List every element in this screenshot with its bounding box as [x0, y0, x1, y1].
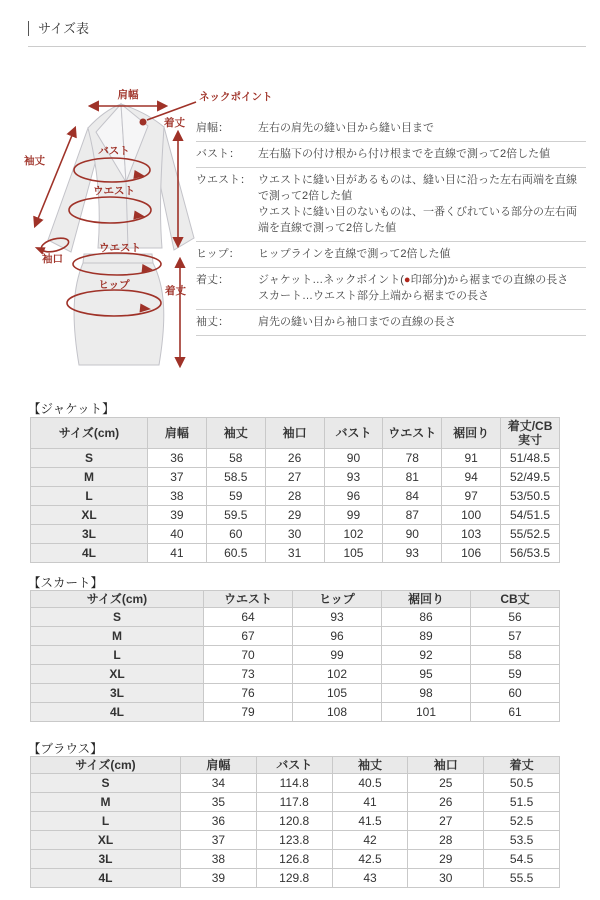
value-cell: 92: [382, 646, 471, 665]
skirt-length-label: 着丈: [165, 285, 186, 297]
value-cell: 56/53.5: [501, 544, 560, 563]
jacket-waist-label: ウエスト: [93, 185, 135, 197]
value-cell: 81: [383, 468, 442, 487]
value-cell: 120.8: [256, 812, 332, 831]
value-cell: 79: [204, 703, 293, 722]
value-cell: 40.5: [332, 774, 408, 793]
size-cell: L: [31, 812, 181, 831]
column-header: 袖口: [265, 418, 324, 449]
value-cell: 53.5: [484, 831, 560, 850]
value-cell: 29: [265, 506, 324, 525]
table-row: [31, 684, 560, 703]
skirt-size-table: [30, 590, 560, 722]
definition-row: [196, 268, 586, 310]
value-cell: 73: [204, 665, 293, 684]
value-cell: 30: [265, 525, 324, 544]
value-cell: 31: [265, 544, 324, 563]
column-header: 裾回り: [442, 418, 501, 449]
bust-label: バスト: [98, 145, 130, 157]
value-cell: 98: [382, 684, 471, 703]
size-cell: M: [31, 627, 204, 646]
value-cell: 87: [383, 506, 442, 525]
size-cell: M: [31, 468, 148, 487]
definition-text: 肩先の縫い目から袖口までの直線の長さ: [258, 316, 456, 328]
page-title: サイズ表: [28, 21, 89, 36]
value-cell: 36: [148, 449, 207, 468]
definition-row: [196, 142, 586, 168]
measurement-definitions-list: [196, 116, 586, 336]
size-cell: 4L: [31, 703, 204, 722]
size-cell: XL: [31, 831, 181, 850]
value-cell: 39: [181, 869, 257, 888]
table-row: [31, 831, 560, 850]
value-cell: 102: [324, 525, 383, 544]
value-cell: 129.8: [256, 869, 332, 888]
value-cell: 97: [442, 487, 501, 506]
value-cell: 99: [293, 646, 382, 665]
table-row: [31, 449, 560, 468]
shoulder-width-label: 肩幅: [117, 89, 139, 101]
value-cell: 41: [332, 793, 408, 812]
value-cell: 106: [442, 544, 501, 563]
value-cell: 93: [324, 468, 383, 487]
table-header-row: [31, 757, 560, 774]
value-cell: 60.5: [206, 544, 265, 563]
value-cell: 96: [324, 487, 383, 506]
value-cell: 51.5: [484, 793, 560, 812]
skirt-waist-label: ウエスト: [99, 242, 141, 254]
table-row: [31, 703, 560, 722]
definition-term: ヒップ：: [196, 248, 240, 260]
value-cell: 100: [442, 506, 501, 525]
table-row: [31, 774, 560, 793]
column-header: サイズ(cm): [31, 418, 148, 449]
value-cell: 58: [471, 646, 560, 665]
value-cell: 52/49.5: [501, 468, 560, 487]
value-cell: 60: [471, 684, 560, 703]
skirt-section-title: 【スカート】: [28, 576, 104, 590]
value-cell: 54/51.5: [501, 506, 560, 525]
value-cell: 123.8: [256, 831, 332, 850]
value-cell: 76: [204, 684, 293, 703]
definition-term: 肩幅：: [196, 122, 229, 134]
jacket-size-table: [30, 417, 560, 563]
value-cell: 64: [204, 608, 293, 627]
value-cell: 38: [148, 487, 207, 506]
table-row: [31, 468, 560, 487]
value-cell: 114.8: [256, 774, 332, 793]
value-cell: 43: [332, 869, 408, 888]
value-cell: 29: [408, 850, 484, 869]
column-header: 袖丈: [206, 418, 265, 449]
value-cell: 28: [408, 831, 484, 850]
column-header: ウエスト: [204, 591, 293, 608]
size-cell: 3L: [31, 850, 181, 869]
column-header: 肩幅: [181, 757, 257, 774]
table-row: [31, 850, 560, 869]
size-cell: L: [31, 646, 204, 665]
column-header: ウエスト: [383, 418, 442, 449]
blouse-size-table: [30, 756, 560, 888]
table-row: [31, 487, 560, 506]
value-cell: 102: [293, 665, 382, 684]
table-row: [31, 869, 560, 888]
size-cell: XL: [31, 506, 148, 525]
definition-row: [196, 116, 586, 142]
definition-term: バスト：: [196, 148, 240, 160]
definition-text: ウエストに縫い目があるものは、縫い目に沿った左右両端を直線で測って2倍した値 ウエストに縫い目のないものは、一番くびれている部分の左右両端を直線で測って2倍した値: [258, 174, 577, 234]
value-cell: 105: [324, 544, 383, 563]
definition-term: ウエスト：: [196, 174, 251, 186]
value-cell: 52.5: [484, 812, 560, 831]
value-cell: 55/52.5: [501, 525, 560, 544]
column-header: 肩幅: [148, 418, 207, 449]
value-cell: 90: [383, 525, 442, 544]
definition-text: 左右の肩先の縫い目から縫い目まで: [258, 122, 434, 134]
column-header: バスト: [324, 418, 383, 449]
value-cell: 60: [206, 525, 265, 544]
column-header: 着丈: [484, 757, 560, 774]
value-cell: 78: [383, 449, 442, 468]
value-cell: 25: [408, 774, 484, 793]
value-cell: 67: [204, 627, 293, 646]
column-header: CB丈: [471, 591, 560, 608]
neck-point-label: ネックポイント: [199, 91, 273, 103]
value-cell: 105: [293, 684, 382, 703]
column-header: サイズ(cm): [31, 757, 181, 774]
definition-text: 左右脇下の付け根から付け根までを直線で測って2倍した値: [258, 148, 551, 160]
header-divider: [28, 46, 586, 47]
value-cell: 84: [383, 487, 442, 506]
table-row: [31, 544, 560, 563]
column-header: ヒップ: [293, 591, 382, 608]
value-cell: 26: [265, 449, 324, 468]
value-cell: 94: [442, 468, 501, 487]
definition-row: [196, 310, 586, 336]
value-cell: 28: [265, 487, 324, 506]
value-cell: 103: [442, 525, 501, 544]
size-cell: L: [31, 487, 148, 506]
column-header: 着丈/CB実寸: [501, 418, 560, 449]
value-cell: 51/48.5: [501, 449, 560, 468]
value-cell: 34: [181, 774, 257, 793]
definition-row: [196, 242, 586, 268]
value-cell: 96: [293, 627, 382, 646]
column-header: バスト: [256, 757, 332, 774]
definition-row: [196, 168, 586, 242]
size-cell: S: [31, 449, 148, 468]
column-header: 袖丈: [332, 757, 408, 774]
value-cell: 30: [408, 869, 484, 888]
value-cell: 108: [293, 703, 382, 722]
garment-illustration: [48, 104, 194, 365]
value-cell: 37: [181, 831, 257, 850]
value-cell: 56: [471, 608, 560, 627]
value-cell: 61: [471, 703, 560, 722]
size-cell: 3L: [31, 684, 204, 703]
hip-label: ヒップ: [98, 279, 130, 291]
value-cell: 27: [408, 812, 484, 831]
size-cell: 3L: [31, 525, 148, 544]
table-row: [31, 793, 560, 812]
table-row: [31, 665, 560, 684]
table-row: [31, 525, 560, 544]
value-cell: 126.8: [256, 850, 332, 869]
blouse-section-title: 【ブラウス】: [28, 742, 103, 756]
neck-point-dot-glyph: ●: [403, 274, 411, 286]
value-cell: 38: [181, 850, 257, 869]
table-row: [31, 646, 560, 665]
value-cell: 36: [181, 812, 257, 831]
table-row: [31, 506, 560, 525]
value-cell: 37: [148, 468, 207, 487]
value-cell: 59: [471, 665, 560, 684]
value-cell: 40: [148, 525, 207, 544]
value-cell: 99: [324, 506, 383, 525]
size-cell: S: [31, 608, 204, 627]
size-cell: S: [31, 774, 181, 793]
value-cell: 41.5: [332, 812, 408, 831]
definition-text: ヒップラインを直線で測って2倍した値: [258, 248, 451, 260]
value-cell: 59.5: [206, 506, 265, 525]
table-row: [31, 812, 560, 831]
value-cell: 70: [204, 646, 293, 665]
value-cell: 50.5: [484, 774, 560, 793]
definition-text: ジャケット…ネックポイント(●印部分)から裾までの直線の長さ スカート…ウエスト部分上端から裾までの長さ: [258, 274, 569, 302]
value-cell: 58: [206, 449, 265, 468]
sleeve-length-label: 袖丈: [24, 155, 45, 167]
value-cell: 42: [332, 831, 408, 850]
value-cell: 53/50.5: [501, 487, 560, 506]
value-cell: 57: [471, 627, 560, 646]
value-cell: 58.5: [206, 468, 265, 487]
column-header: 裾回り: [382, 591, 471, 608]
value-cell: 90: [324, 449, 383, 468]
size-cell: XL: [31, 665, 204, 684]
value-cell: 93: [293, 608, 382, 627]
value-cell: 55.5: [484, 869, 560, 888]
table-row: [31, 627, 560, 646]
value-cell: 91: [442, 449, 501, 468]
jacket-section-title: 【ジャケット】: [28, 402, 115, 416]
size-cell: 4L: [31, 544, 148, 563]
value-cell: 117.8: [256, 793, 332, 812]
value-cell: 93: [383, 544, 442, 563]
jacket-length-label: 着丈: [164, 117, 185, 129]
size-cell: 4L: [31, 869, 181, 888]
value-cell: 27: [265, 468, 324, 487]
size-cell: M: [31, 793, 181, 812]
cuff-label: 袖口: [42, 253, 63, 265]
value-cell: 86: [382, 608, 471, 627]
definition-term: 着丈：: [196, 274, 229, 286]
value-cell: 26: [408, 793, 484, 812]
value-cell: 54.5: [484, 850, 560, 869]
value-cell: 41: [148, 544, 207, 563]
value-cell: 35: [181, 793, 257, 812]
table-row: [31, 608, 560, 627]
neck-point-dot: [140, 119, 147, 126]
value-cell: 101: [382, 703, 471, 722]
column-header: サイズ(cm): [31, 591, 204, 608]
value-cell: 89: [382, 627, 471, 646]
value-cell: 95: [382, 665, 471, 684]
definition-term: 袖丈：: [196, 316, 229, 328]
value-cell: 42.5: [332, 850, 408, 869]
column-header: 袖口: [408, 757, 484, 774]
value-cell: 59: [206, 487, 265, 506]
table-header-row: [31, 591, 560, 608]
value-cell: 39: [148, 506, 207, 525]
table-header-row: [31, 418, 560, 449]
